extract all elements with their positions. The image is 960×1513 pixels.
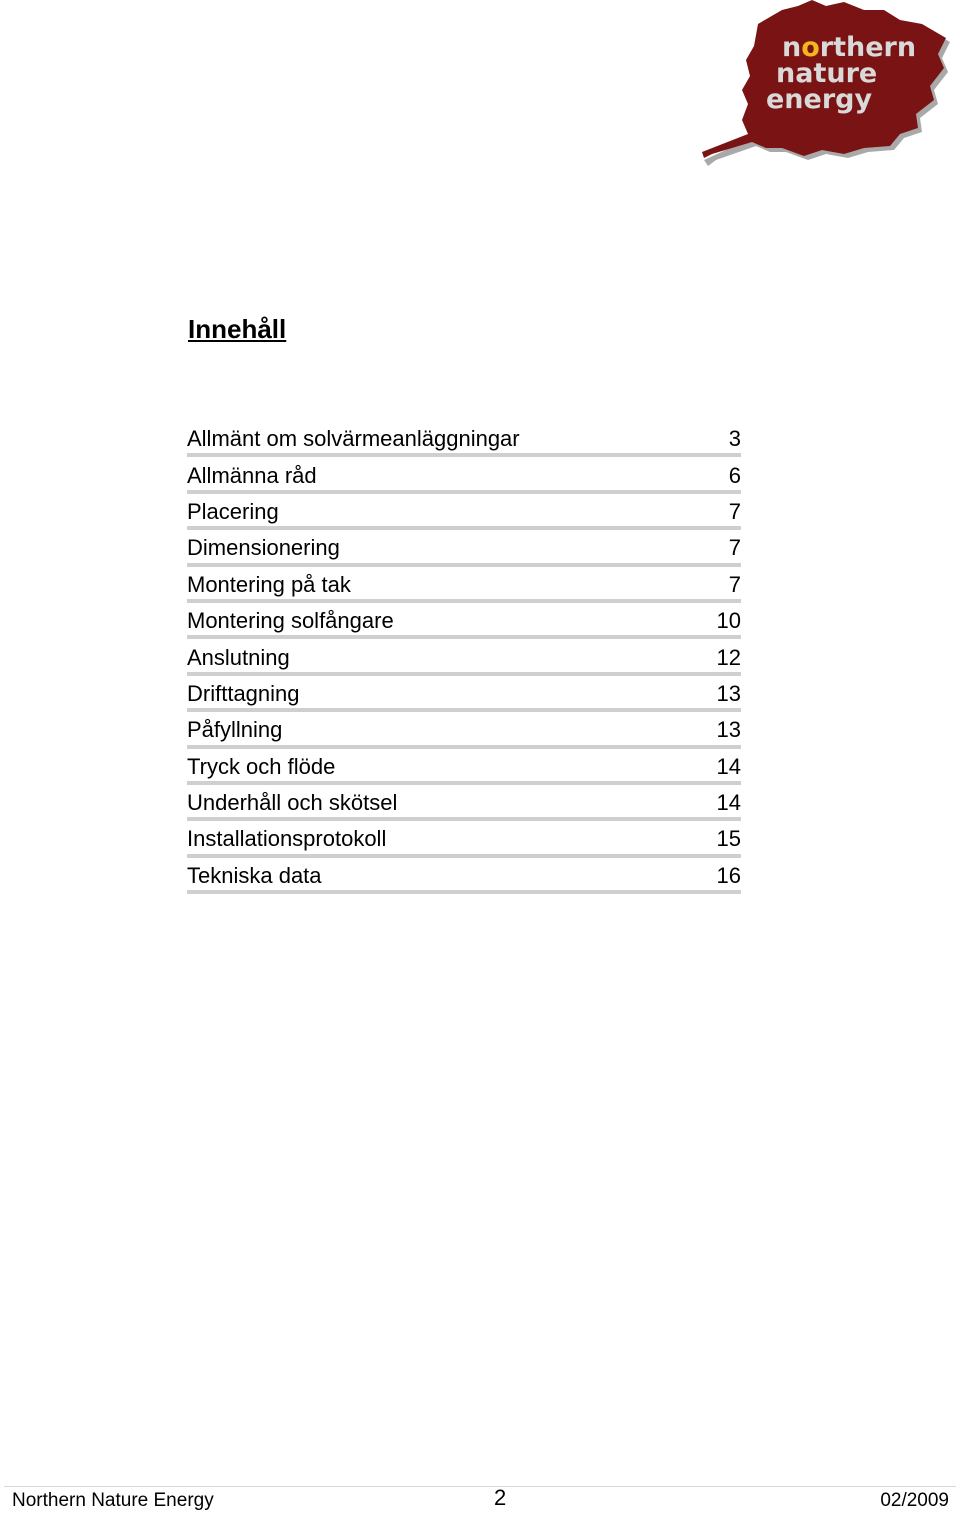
toc-item[interactable] bbox=[187, 534, 741, 566]
toc-item-page: 6 bbox=[728, 462, 741, 488]
toc-item-label: Underhåll och skötsel bbox=[187, 790, 398, 816]
toc-item[interactable] bbox=[187, 498, 741, 530]
toc-item-page: 7 bbox=[728, 535, 741, 561]
toc-item-label: Tryck och flöde bbox=[187, 753, 336, 779]
toc-item[interactable] bbox=[187, 461, 741, 493]
footer-divider bbox=[4, 1486, 956, 1487]
toc-item-label: Installationsprotokoll bbox=[187, 826, 387, 852]
toc-item-label: Montering på tak bbox=[187, 571, 351, 597]
toc-item[interactable] bbox=[187, 607, 741, 639]
toc-item-label: Drifttagning bbox=[187, 680, 300, 706]
toc-item-page: 14 bbox=[716, 753, 741, 779]
toc-item-page: 7 bbox=[728, 571, 741, 597]
table-of-contents bbox=[187, 425, 741, 898]
page-title: Innehåll bbox=[188, 314, 287, 344]
logo-text-line-3: energy bbox=[766, 84, 873, 115]
toc-item-page: 14 bbox=[716, 790, 741, 816]
toc-item[interactable] bbox=[187, 789, 741, 821]
toc-item[interactable] bbox=[187, 753, 741, 785]
toc-item-page: 13 bbox=[716, 680, 741, 706]
toc-item[interactable] bbox=[187, 716, 741, 748]
toc-item-page: 13 bbox=[716, 717, 741, 743]
toc-item-page: 15 bbox=[716, 826, 741, 852]
toc-item[interactable] bbox=[187, 825, 741, 857]
toc-item-label: Tekniska data bbox=[187, 862, 322, 888]
company-logo bbox=[698, 0, 954, 166]
footer-company: Northern Nature Energy bbox=[12, 1490, 214, 1511]
toc-item-label: Placering bbox=[187, 498, 279, 524]
toc-item-page: 16 bbox=[716, 862, 741, 888]
toc-item-label: Påfyllning bbox=[187, 717, 283, 743]
logo-text-line-1: northern bbox=[782, 32, 917, 63]
toc-item-page: 7 bbox=[728, 498, 741, 524]
toc-item-page: 10 bbox=[716, 608, 741, 634]
toc-item[interactable] bbox=[187, 425, 741, 457]
toc-item-page: 3 bbox=[728, 426, 741, 452]
toc-item-label: Anslutning bbox=[187, 644, 290, 670]
toc-item[interactable] bbox=[187, 643, 741, 675]
footer-date: 02/2009 bbox=[880, 1490, 949, 1511]
footer-page-number: 2 bbox=[494, 1485, 507, 1510]
toc-item-page: 12 bbox=[716, 644, 741, 670]
toc-item-label: Allmänna råd bbox=[187, 462, 317, 488]
toc-item[interactable] bbox=[187, 680, 741, 712]
toc-item[interactable] bbox=[187, 571, 741, 603]
toc-item[interactable] bbox=[187, 862, 741, 894]
toc-item-label: Allmänt om solvärmeanläggningar bbox=[187, 426, 520, 452]
toc-item-label: Dimensionering bbox=[187, 535, 340, 561]
page-footer bbox=[12, 1485, 949, 1512]
logo-text-line-2: nature bbox=[776, 58, 878, 89]
toc-item-label: Montering solfångare bbox=[187, 608, 394, 634]
